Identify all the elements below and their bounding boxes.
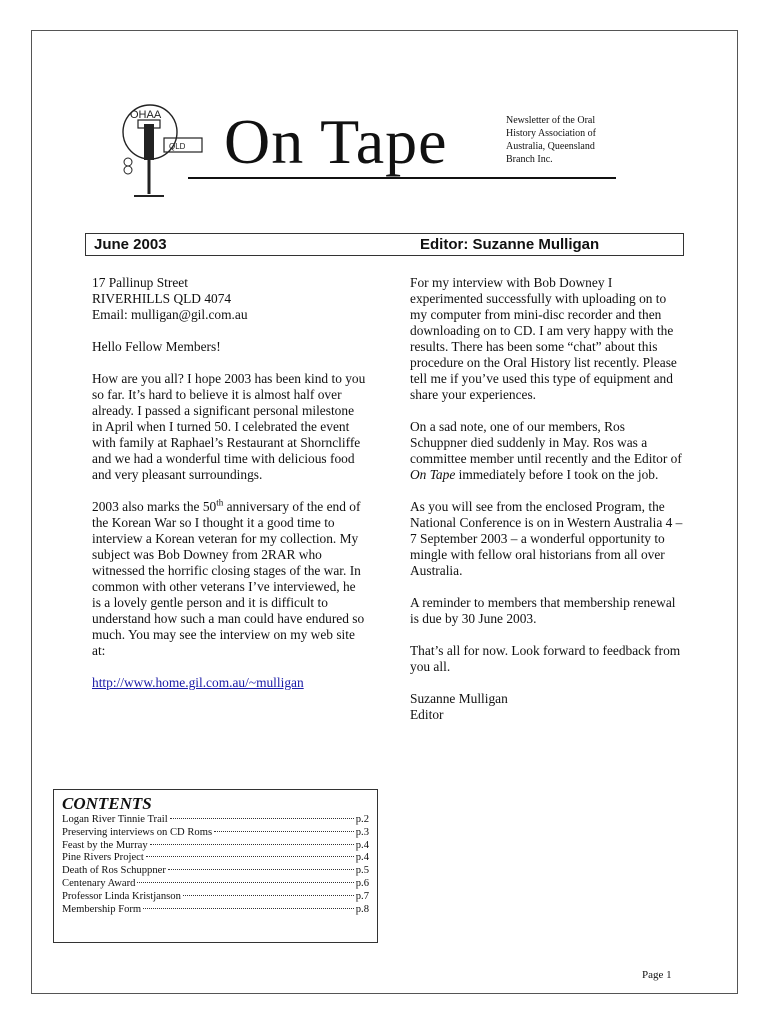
paragraph-ros xyxy=(410,419,685,483)
newsletter-tagline: Newsletter of the Oral History Association of Australia, Queensland Branch Inc. xyxy=(506,115,596,165)
left-column xyxy=(92,275,367,707)
contents-box xyxy=(53,789,378,943)
logo-sub-text: QLD xyxy=(169,142,186,151)
contents-list xyxy=(62,814,369,916)
toc-label: Centenary Award xyxy=(62,877,136,889)
masthead-rule xyxy=(188,177,616,179)
signature-block xyxy=(410,691,685,723)
text-segment: On a sad note, one of our members, Ros Schuppner died suddenly in May. Ros was a committee member until recently and the Editor of xyxy=(410,419,682,466)
text-segment: 2003 also marks the 50 xyxy=(92,499,217,514)
toc-leader xyxy=(168,869,354,870)
toc-page: p.3 xyxy=(355,826,369,838)
italic-title: On Tape xyxy=(410,467,456,482)
toc-leader xyxy=(183,895,354,896)
toc-leader xyxy=(137,882,353,883)
website-link[interactable]: http://www.home.gil.com.au/~mulligan xyxy=(92,675,304,690)
list-item[interactable] xyxy=(62,904,369,917)
address-suburb: RIVERHILLS QLD 4074 xyxy=(92,291,232,306)
toc-leader xyxy=(170,818,354,819)
paragraph-conference: As you will see from the enclosed Program, the National Conference is on in Western Australia 4 – 7 September 2003 – a wonderful opportunity to mingle with fellow oral historians from all over Australia. xyxy=(410,499,683,578)
toc-page: p.8 xyxy=(355,903,369,915)
page-number: Page 1 xyxy=(642,969,672,981)
signature-name: Suzanne Mulligan xyxy=(410,691,508,706)
toc-page: p.4 xyxy=(355,852,369,864)
list-item[interactable] xyxy=(62,827,369,840)
text-segment: anniversary of the end of the Korean War so I thought it a good time to interview a Korean veteran for my collection. My subject was Bob Downey from 2RAR who witnessed the horrific closing stages of the war. In common with other veterans I’ve interviewed, he is a lovely gentle person and it is difficult to understand how such a man could have endured so much. You may see the interview on my web site at: xyxy=(92,499,365,658)
toc-page: p.2 xyxy=(355,814,369,825)
issue-date: June 2003 xyxy=(94,236,167,253)
toc-leader xyxy=(214,831,354,832)
logo-text: OHAA xyxy=(130,109,162,121)
toc-page: p.4 xyxy=(355,839,369,851)
toc-label: Death of Ros Schuppner xyxy=(62,865,166,877)
address-email: Email: mulligan@gil.com.au xyxy=(92,307,248,322)
toc-label: Pine Rivers Project xyxy=(62,852,144,864)
list-item[interactable] xyxy=(62,840,369,853)
toc-page: p.7 xyxy=(355,890,369,902)
paragraph-intro: How are you all? I hope 2003 has been kind to you so far. It’s hard to believe it is almost half over already. I passed a significant personal milestone in April when I turned 50. I celebrated the event with family at Raphael’s Restaurant at Shorncliffe and we had a wonderful time with delicious food and very pleasant surroundings. xyxy=(92,371,366,482)
list-item[interactable] xyxy=(62,814,369,827)
superscript: th xyxy=(216,497,224,508)
toc-label: Professor Linda Kristjanson xyxy=(62,890,181,902)
newsletter-title: On Tape xyxy=(224,106,448,177)
masthead xyxy=(100,96,620,216)
paragraph-korean-war xyxy=(92,499,367,659)
list-item[interactable] xyxy=(62,878,369,891)
right-column xyxy=(410,275,685,739)
toc-leader xyxy=(146,856,354,857)
paragraph-closing: That’s all for now. Look forward to feedback from you all. xyxy=(410,643,681,674)
ohaa-logo-icon xyxy=(114,102,206,202)
signature-role: Editor xyxy=(410,707,444,722)
toc-page: p.6 xyxy=(355,877,369,889)
paragraph-renewal: A reminder to members that membership renewal is due by 30 June 2003. xyxy=(410,595,676,626)
toc-page: p.5 xyxy=(355,865,369,877)
toc-label: Logan River Tinnie Trail xyxy=(62,814,168,825)
toc-leader xyxy=(143,908,354,909)
toc-label: Preserving interviews on CD Roms xyxy=(62,826,213,838)
toc-leader xyxy=(150,844,354,845)
address-street: 17 Pallinup Street xyxy=(92,275,188,290)
paragraph-equipment: For my interview with Bob Downey I experimented successfully with uploading on to my computer from mini-disc recorder and then downloading on to CD. I am very happy with the results. There has been some “chat” about this procedure on the Oral History list recently. Please tell me if you’ve used this type of equipment and share your experiences. xyxy=(410,275,677,402)
issue-info-bar xyxy=(85,233,684,256)
toc-label: Membership Form xyxy=(62,903,142,915)
list-item[interactable] xyxy=(62,891,369,904)
address-block xyxy=(92,275,367,323)
toc-label: Feast by the Murray xyxy=(62,839,148,851)
list-item[interactable] xyxy=(62,852,369,865)
contents-heading: CONTENTS xyxy=(62,794,152,813)
issue-editor: Editor: Suzanne Mulligan xyxy=(420,236,600,253)
text-segment: immediately before I took on the job. xyxy=(455,467,659,482)
list-item[interactable] xyxy=(62,865,369,878)
greeting: Hello Fellow Members! xyxy=(92,339,221,354)
